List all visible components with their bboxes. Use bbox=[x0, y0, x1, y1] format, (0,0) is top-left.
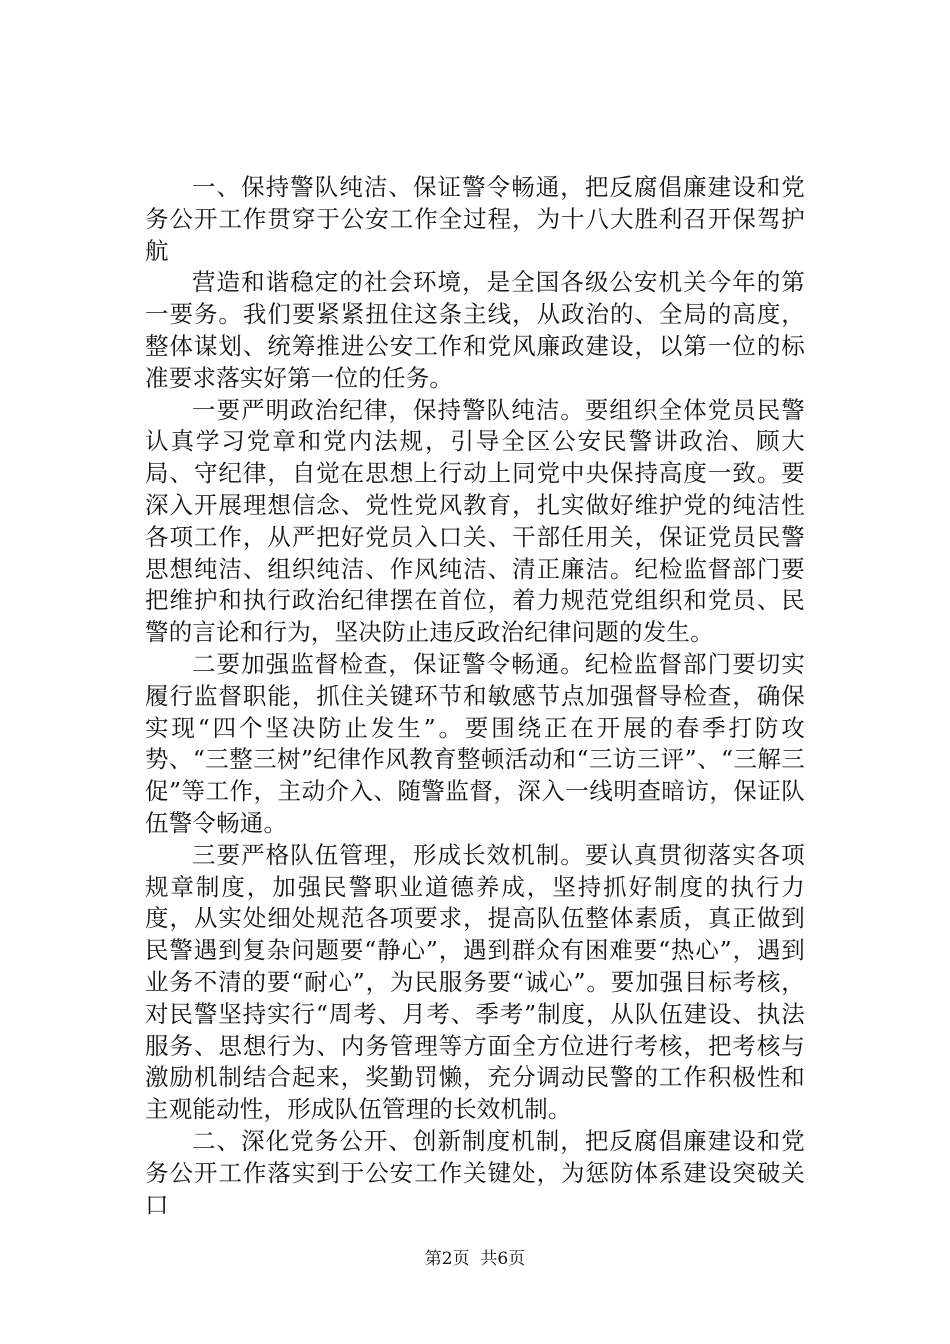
body-paragraph-2: 一要严明政治纪律，保持警队纯洁。要组织全体党员民警认真学习党章和党内法规，引导全区公安民警讲政治、顾大局、守纪律，自觉在思想上行动上同党中央保持高度一致。要深入开展理想信念、党性党风教育，扎实做好维护党的纯洁性各项工作，从严把好党员入口关、干部任用关，保证党员民警思想纯洁、组织纯洁、作风纯洁、清正廉洁。纪检监督部门要把维护和执行政治纪律摆在首位，着力规范党组织和党员、民警的言论和行为，坚决防止违反政治纪律问题的发生。 bbox=[145, 395, 805, 647]
body-paragraph-1: 营造和谐稳定的社会环境，是全国各级公安机关今年的第一要务。我们要紧紧扭住这条主线，从政治的、全局的高度，整体谋划、统筹推进公安工作和党风廉政建设，以第一位的标准要求落实好第一位的任务。 bbox=[145, 268, 805, 392]
section-heading-2: 二、深化党务公开、创新制度机制，把反腐倡廉建设和党务公开工作落实到于公安工作关键处，为惩防体系建设突破关口 bbox=[145, 1126, 805, 1219]
body-paragraph-4: 三要严格队伍管理，形成长效机制。要认真贯彻落实各项规章制度，加强民警职业道德养成，坚持抓好制度的执行力度，从实处细处规范各项要求，提高队伍整体素质，真正做到民警遇到复杂问题要“静心”，遇到群众有困难要“热心”，遇到业务不清的要“耐心”，为民服务要“诚心”。要加强目标考核，对民警坚持实行“周考、月考、季考”制度，从队伍建设、执法服务、思想行为、内务管理等方面全方位进行考核，把考核与激励机制结合起来，奖勤罚懒，充分调动民警的工作积极性和主观能动性，形成队伍管理的长效机制。 bbox=[145, 840, 805, 1124]
section-heading-1: 一、保持警队纯洁、保证警令畅通，把反腐倡廉建设和党务公开工作贯穿于公安工作全过程，为十八大胜利召开保驾护航 bbox=[145, 173, 805, 265]
document-body bbox=[145, 172, 805, 1221]
page-footer bbox=[0, 1244, 950, 1269]
body-paragraph-3: 二要加强监督检查，保证警令畅通。纪检监督部门要切实履行监督职能，抓住关键环节和敏感节点加强督导检查，确保实现“四个坚决防止发生”。要围绕正在开展的春季打防攻势、“三整三树”纪律作风教育整顿活动和“三访三评”、“三解三促”等工作，主动介入、随警监督，深入一线明查暗访，保证队伍警令畅通。 bbox=[145, 649, 805, 837]
page-number: 第2页 共6页 bbox=[424, 1249, 526, 1269]
